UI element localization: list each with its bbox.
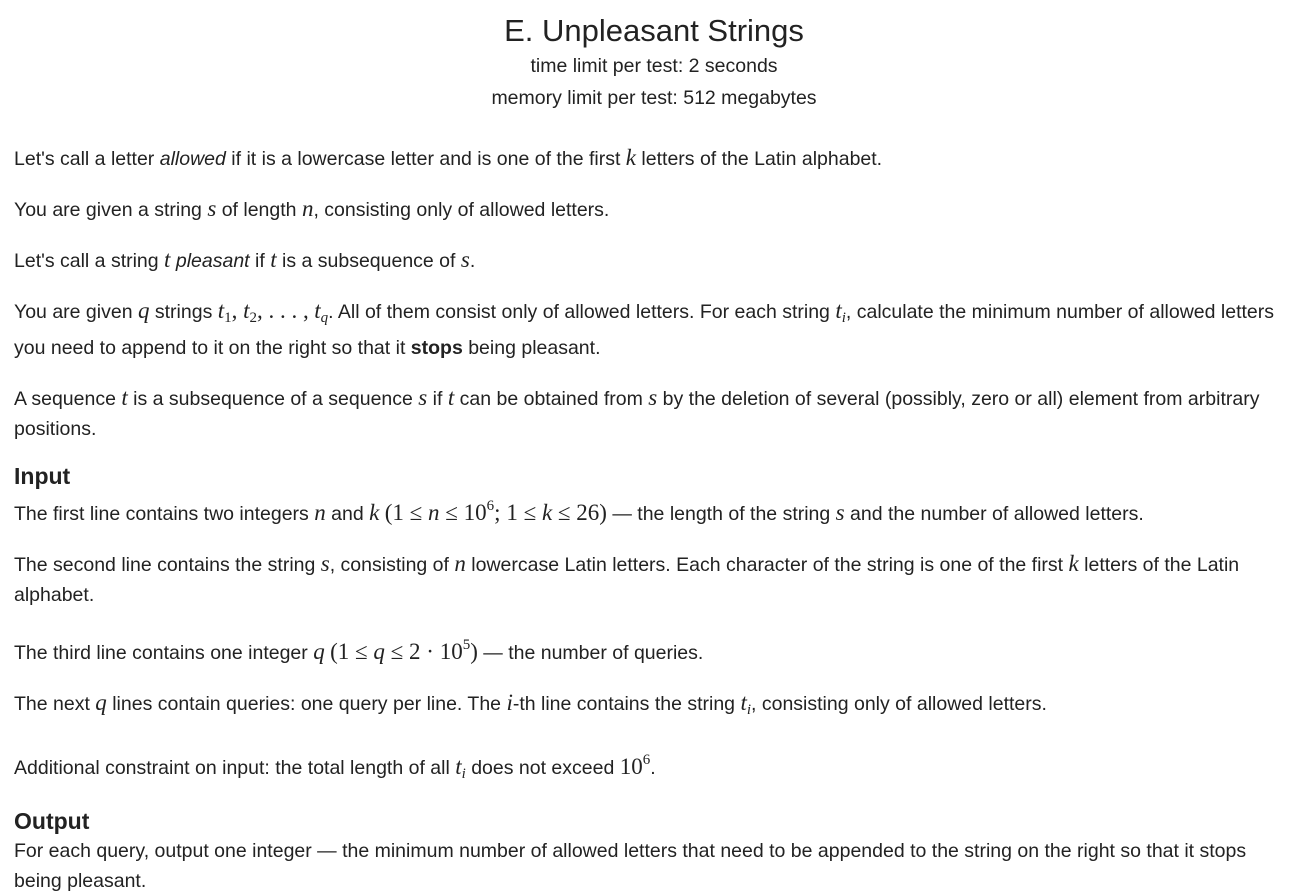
input-line-1: The first line contains two integers n and k ($1 \le n \le 10^6$; 1 ≤ k ≤ 26) — the length of the string s and the number of allowed letters. bbox=[14, 498, 1144, 525]
input-line-5: Additional constraint on input: the total length of all $t_i$ does not exceed $10^6$. bbox=[14, 752, 656, 782]
problem-header bbox=[0, 0, 1308, 114]
output-heading: Output bbox=[14, 808, 90, 834]
legend-paragraph-4: You are given q strings $t_1$, $t_2$, . . . , $t_q$. All of them consist only of allowed letters. For each string $t_i$, calculate the minimum number of allowed letters you need to append to it on the right so that it stops being pleasant. bbox=[14, 298, 1274, 359]
problem-title: E. Unpleasant Strings bbox=[504, 13, 804, 48]
input-line-3: The third line contains one integer q $(1 \le q \le 2 \cdot 10^5)$ — the number of queries. bbox=[14, 637, 704, 664]
input-line-2: The second line contains the string s, consisting of n lowercase Latin letters. Each character of the string is one of the first k letters of the Latin alphabet. bbox=[14, 551, 1240, 606]
memory-limit: memory limit per test: 512 megabytes bbox=[491, 87, 817, 109]
legend-paragraph-2: You are given a string s of length n, consisting only of allowed letters. bbox=[14, 196, 610, 221]
legend-paragraph-1: Let's call a letter allowed if it is a lowercase letter and is one of the first k letters of the Latin alphabet. bbox=[14, 145, 883, 170]
input-line-4: The next q lines contain queries: one query per line. The i-th line contains the string $t_i$, consisting only of allowed letters. bbox=[14, 690, 1047, 718]
legend-paragraph-5: A sequence t is a subsequence of a sequence s if t can be obtained from s by the deletion of several (possibly, zero or all) element from arbitrary positions. bbox=[14, 385, 1260, 440]
input-heading: Input bbox=[14, 463, 71, 489]
legend-paragraph-3: Let's call a string t pleasant if t is a subsequence of s. bbox=[14, 247, 476, 272]
time-limit: time limit per test: 2 seconds bbox=[530, 55, 778, 77]
problem-statement bbox=[14, 143, 1296, 896]
output-text: For each query, output one integer — the minimum number of allowed letters that need to be appended to the string on the right so that it stops being pleasant. bbox=[14, 840, 1247, 892]
